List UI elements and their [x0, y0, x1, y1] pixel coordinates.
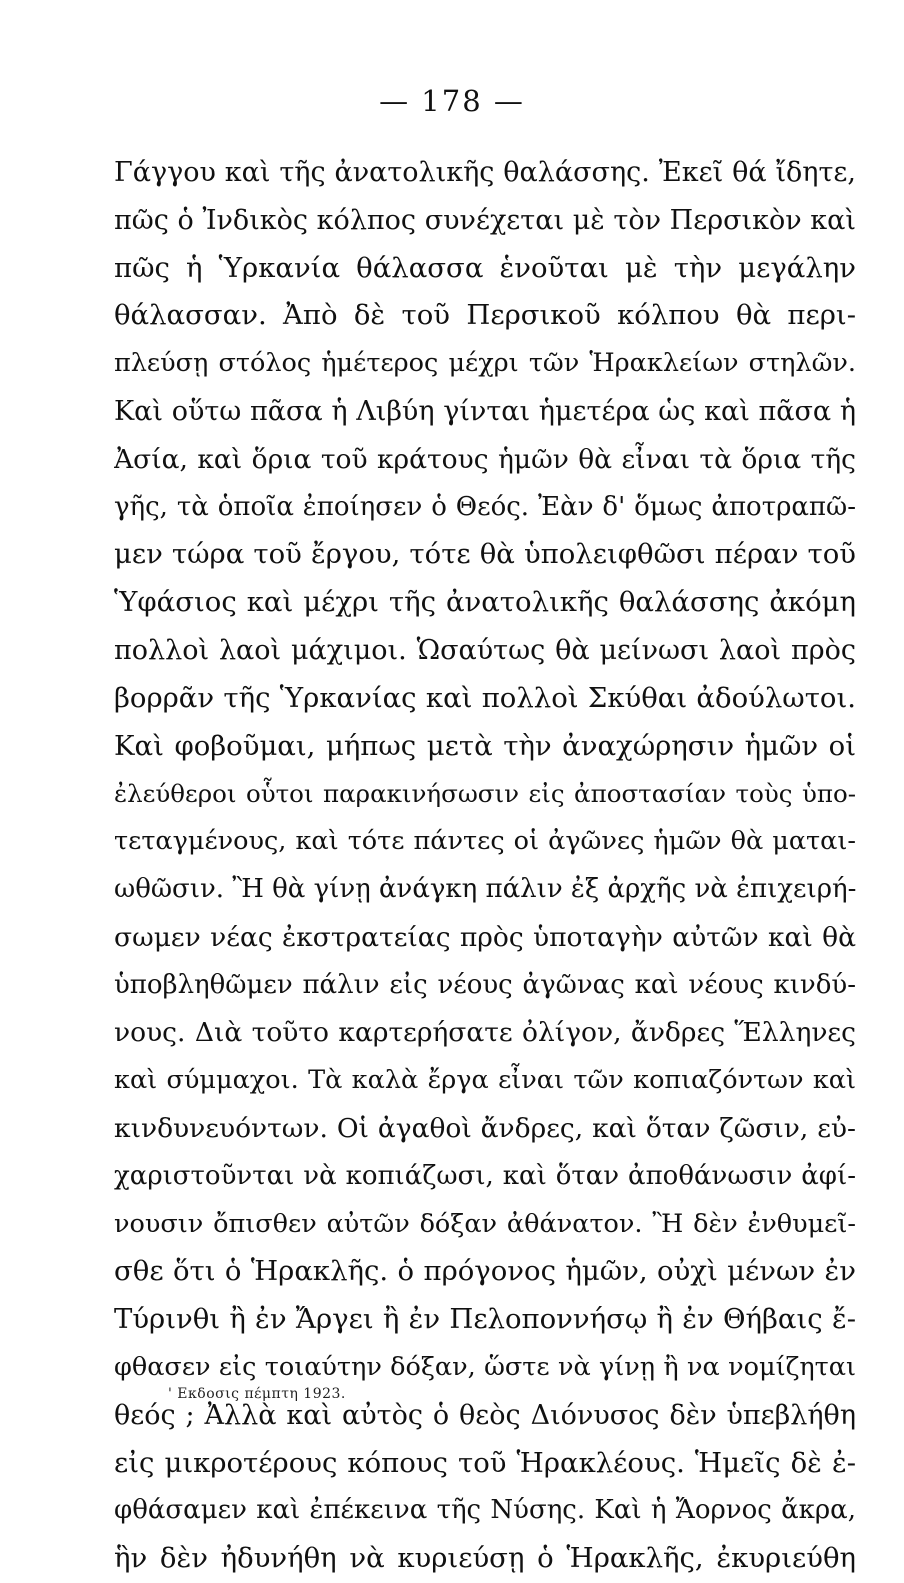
text-line: γῆς, τὰ ὁποῖα ἐποίησεν ὁ Θεός. Ἐὰν δ' ὅμως ἀποτραπῶ- [114, 491, 856, 522]
text-line: Καὶ οὕτω πᾶσα ἡ Λιβύη γίνται ἡμετέρα ὡς καὶ πᾶσα ἡ [114, 395, 856, 427]
text-line: ὑποβληθῶμεν πάλιν εἰς νέους ἀγῶνας καὶ νέους κινδύ- [114, 969, 856, 1000]
text-line: νους. Διὰ τοῦτο καρτερήσατε ὀλίγον, ἄνδρες Ἕλληνες [114, 1017, 856, 1049]
text-line: φθασεν εἰς τοιαύτην δόξαν, ὥστε νὰ γίνῃ ἢ να νομίζηται [114, 1351, 856, 1382]
text-line: Τύρινθι ἢ ἐν Ἄργει ἢ ἐν Πελοποννήσῳ ἢ ἐν Θήβαις ἔ- [114, 1303, 856, 1336]
text-line: Γάγγου καὶ τῆς ἀνατολικῆς θαλάσσης. Ἐκεῖ θά ἴδητε, [114, 157, 856, 188]
text-line: τεταγμένους, καὶ τότε πάντες οἱ ἀγῶνες ἡμῶν θὰ μαται- [114, 826, 856, 857]
text-line: καὶ σύμμαχοι. Τὰ καλὰ ἔργα εἶναι τῶν κοπιαζόντων καὶ [114, 1065, 856, 1096]
text-line: πλεύσῃ στόλος ἡμέτερος μέχρι τῶν Ἡρακλείων στηλῶν. [114, 348, 856, 379]
text-line: Ἀσία, καὶ ὅρια τοῦ κράτους ἡμῶν θὰ εἶναι τὰ ὅρια τῆς [114, 443, 856, 475]
text-line: πολλοὶ λαοὶ μάχιμοι. Ὡσαύτως θὰ μείνωσι λαοὶ πρὸς [114, 634, 856, 666]
text-line: σθε ὅτι ὁ Ἡρακλῆς. ὁ πρόγονος ἡμῶν, οὐχὶ μένων ἐν [114, 1255, 856, 1288]
text-line: ἣν δὲν ἠδυνήθη νὰ κυριεύσῃ ὁ Ἡρακλῆς, ἐκυριεύθη [114, 1542, 856, 1575]
text-line: ἐλεύθεροι οὗτοι παρακινήσωσιν εἰς ἀποστασίαν τοὺς ὑπο- [114, 779, 856, 809]
text-line: θεός ; Ἀλλὰ καὶ αὐτὸς ὁ θεὸς Διόνυσος δὲν ὑπεβλήθη [114, 1399, 856, 1431]
text-line: ωθῶσιν. Ἢ θὰ γίνῃ ἀνάγκη πάλιν ἐξ ἀρχῆς νὰ ἐπιχειρή- [114, 873, 856, 904]
text-line: χαριστοῦνται νὰ κοπιάζωσι, καὶ ὅταν ἀποθάνωσιν ἀφί- [114, 1160, 856, 1191]
text-line: πῶς ἡ Ὑρκανία θάλασσα ἑνοῦται μὲ τὴν μεγάλην [114, 251, 856, 284]
text-line: μεν τώρα τοῦ ἔργου, τότε θὰ ὑπολειφθῶσι πέραν τοῦ [114, 538, 856, 571]
text-line: σωμεν νέας ἐκστρατείας πρὸς ὑποταγὴν αὐτῶν καὶ θὰ [114, 921, 856, 953]
text-line: Ὑφάσιος καὶ μέχρι τῆς ἀνατολικῆς θαλάσσης ἀκόμη [114, 586, 856, 619]
footnote: ' Εκδοσις πέμπτη 1923. [168, 1386, 346, 1402]
text-line: νουσιν ὄπισθεν αὐτῶν δόξαν ἀθάνατον. Ἢ δὲν ἐνθυμεῖ- [114, 1208, 856, 1239]
text-line: θάλασσαν. Ἀπὸ δὲ τοῦ Περσικοῦ κόλπου θὰ περι- [114, 299, 856, 332]
text-line: Καὶ φοβοῦμαι, μήπως μετὰ τὴν ἀναχώρησιν ἡμῶν οἱ [114, 729, 856, 762]
text-line: πῶς ὁ Ἰνδικὸς κόλπος συνέχεται μὲ τὸν Περσικὸν καὶ [114, 204, 856, 236]
text-line: εἰς μικροτέρους κόπους τοῦ Ἡρακλέους. Ἡμεῖς δὲ ἐ- [114, 1446, 856, 1479]
text-line: βορρᾶν τῆς Ὑρκανίας καὶ πολλοὶ Σκύθαι ἀδούλωτοι. [114, 681, 856, 714]
text-line: κινδυνευόντων. Οἱ ἀγαθοὶ ἄνδρες, καὶ ὅταν ζῶσιν, εὐ- [114, 1112, 856, 1144]
text-line: φθάσαμεν καὶ ἐπέκεινα τῆς Νύσης. Καὶ ἡ Ἄορνος ἄκρα, [114, 1495, 856, 1526]
body-text [114, 149, 856, 1583]
page-number: — 178 — [379, 84, 525, 118]
